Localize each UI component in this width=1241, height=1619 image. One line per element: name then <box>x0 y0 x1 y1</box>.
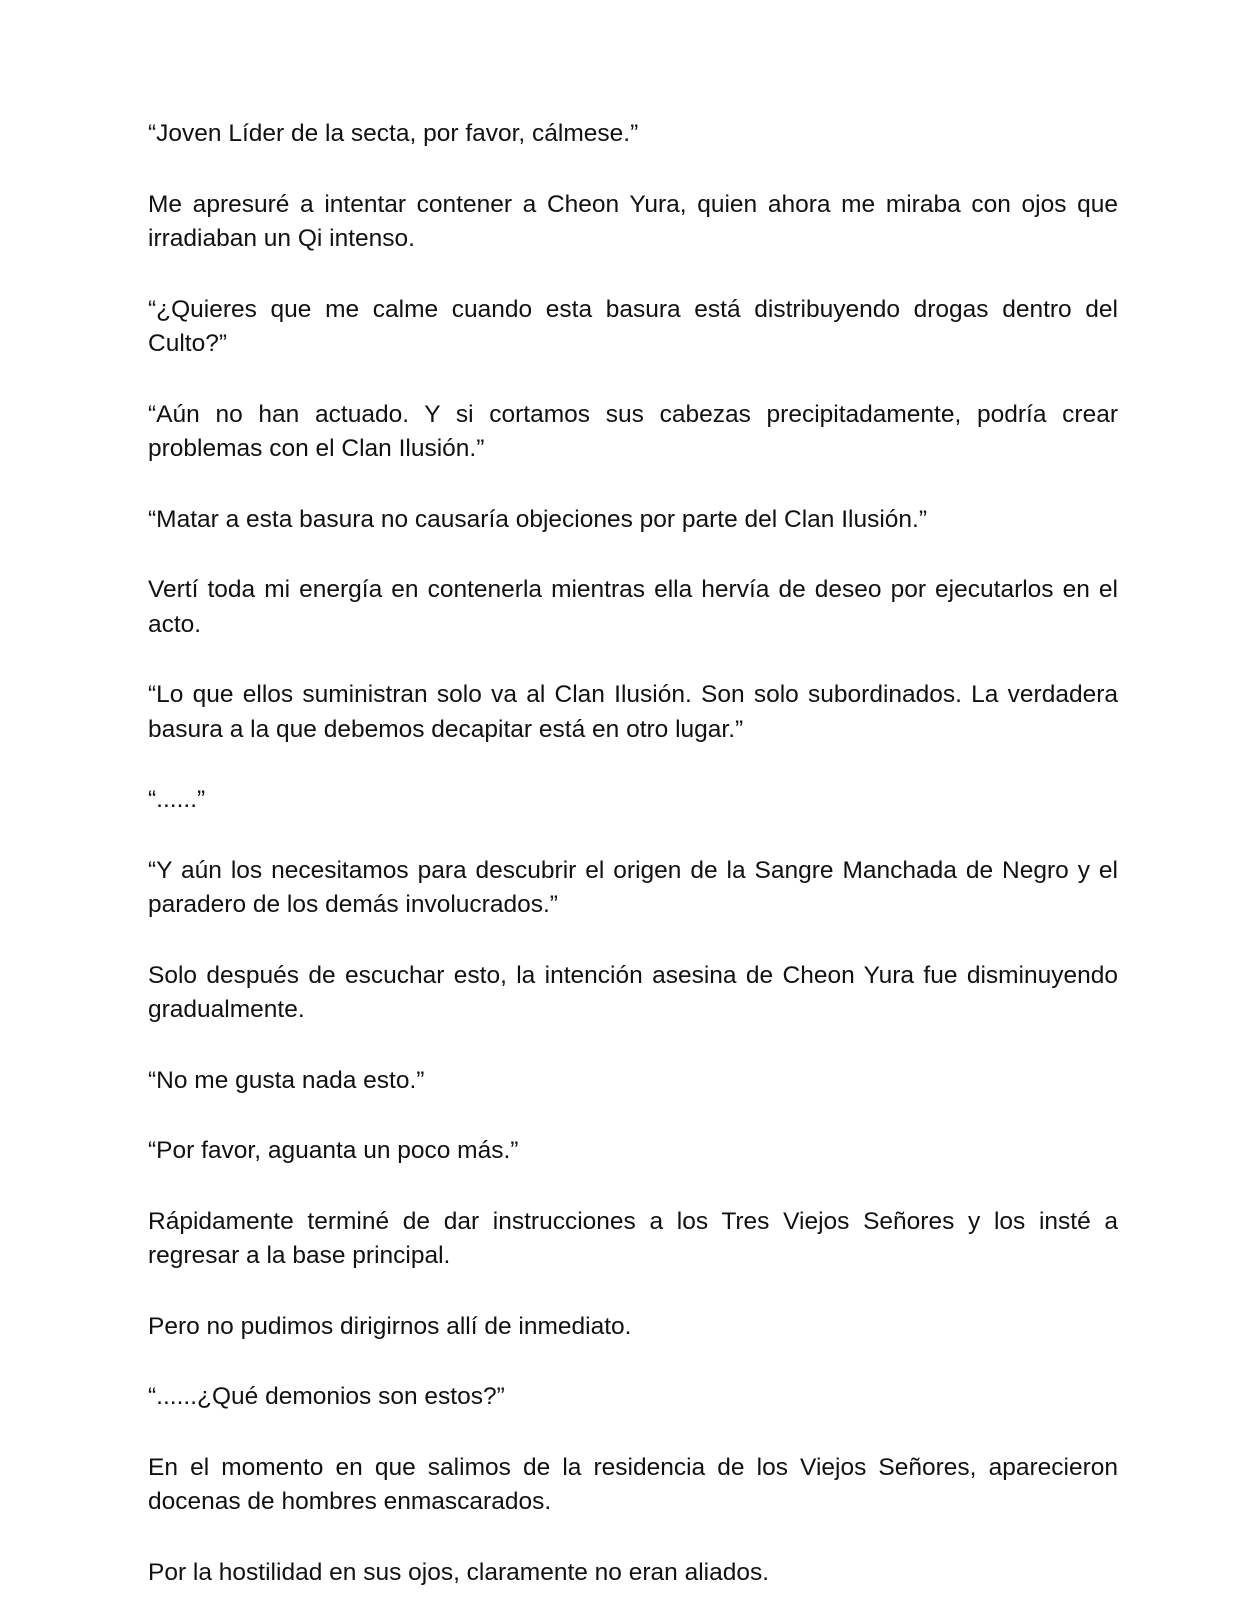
paragraph: “Matar a esta basura no causaría objeciones por parte del Clan Ilusión.” <box>148 505 927 533</box>
paragraph: Solo después de escuchar esto, la intención asesina de Cheon Yura fue disminuyendo gradualmente. <box>148 961 1118 1023</box>
paragraph: “Lo que ellos suministran solo va al Clan Ilusión. Son solo subordinados. La verdadera basura a la que debemos decapitar está en otro lugar.” <box>148 681 1118 743</box>
paragraph: “¿Quieres que me calme cuando esta basura está distribuyendo drogas dentro del Culto?” <box>148 295 1118 357</box>
paragraph: “Aún no han actuado. Y si cortamos sus cabezas precipitadamente, podría crear problemas con el Clan Ilusión.” <box>148 400 1118 462</box>
paragraph: Me apresuré a intentar contener a Cheon Yura, quien ahora me miraba con ojos que irradiaban un Qi intenso. <box>148 190 1118 252</box>
paragraph: “Joven Líder de la secta, por favor, cálmese.” <box>148 120 639 147</box>
paragraph: Vertí toda mi energía en contenerla mientras ella hervía de deseo por ejecutarlos en el acto. <box>148 576 1118 638</box>
paragraph: Pero no pudimos dirigirnos allí de inmediato. <box>148 1312 632 1340</box>
paragraph: “No me gusta nada esto.” <box>148 1066 425 1094</box>
document-body <box>148 117 1118 1590</box>
paragraph: “Y aún los necesitamos para descubrir el origen de la Sangre Manchada de Negro y el paradero de los demás involucrados.” <box>148 856 1118 918</box>
paragraph: Por la hostilidad en sus ojos, claramente no eran aliados. <box>148 1558 770 1586</box>
paragraph: En el momento en que salimos de la residencia de los Viejos Señores, aparecieron docenas de hombres enmascarados. <box>148 1453 1118 1515</box>
paragraph: “......” <box>148 786 206 813</box>
paragraph: “Por favor, aguanta un poco más.” <box>148 1137 519 1164</box>
paragraph: “......¿Qué demonios son estos?” <box>148 1383 505 1410</box>
paragraph: Rápidamente terminé de dar instrucciones a los Tres Viejos Señores y los insté a regresar a la base principal. <box>148 1207 1118 1269</box>
